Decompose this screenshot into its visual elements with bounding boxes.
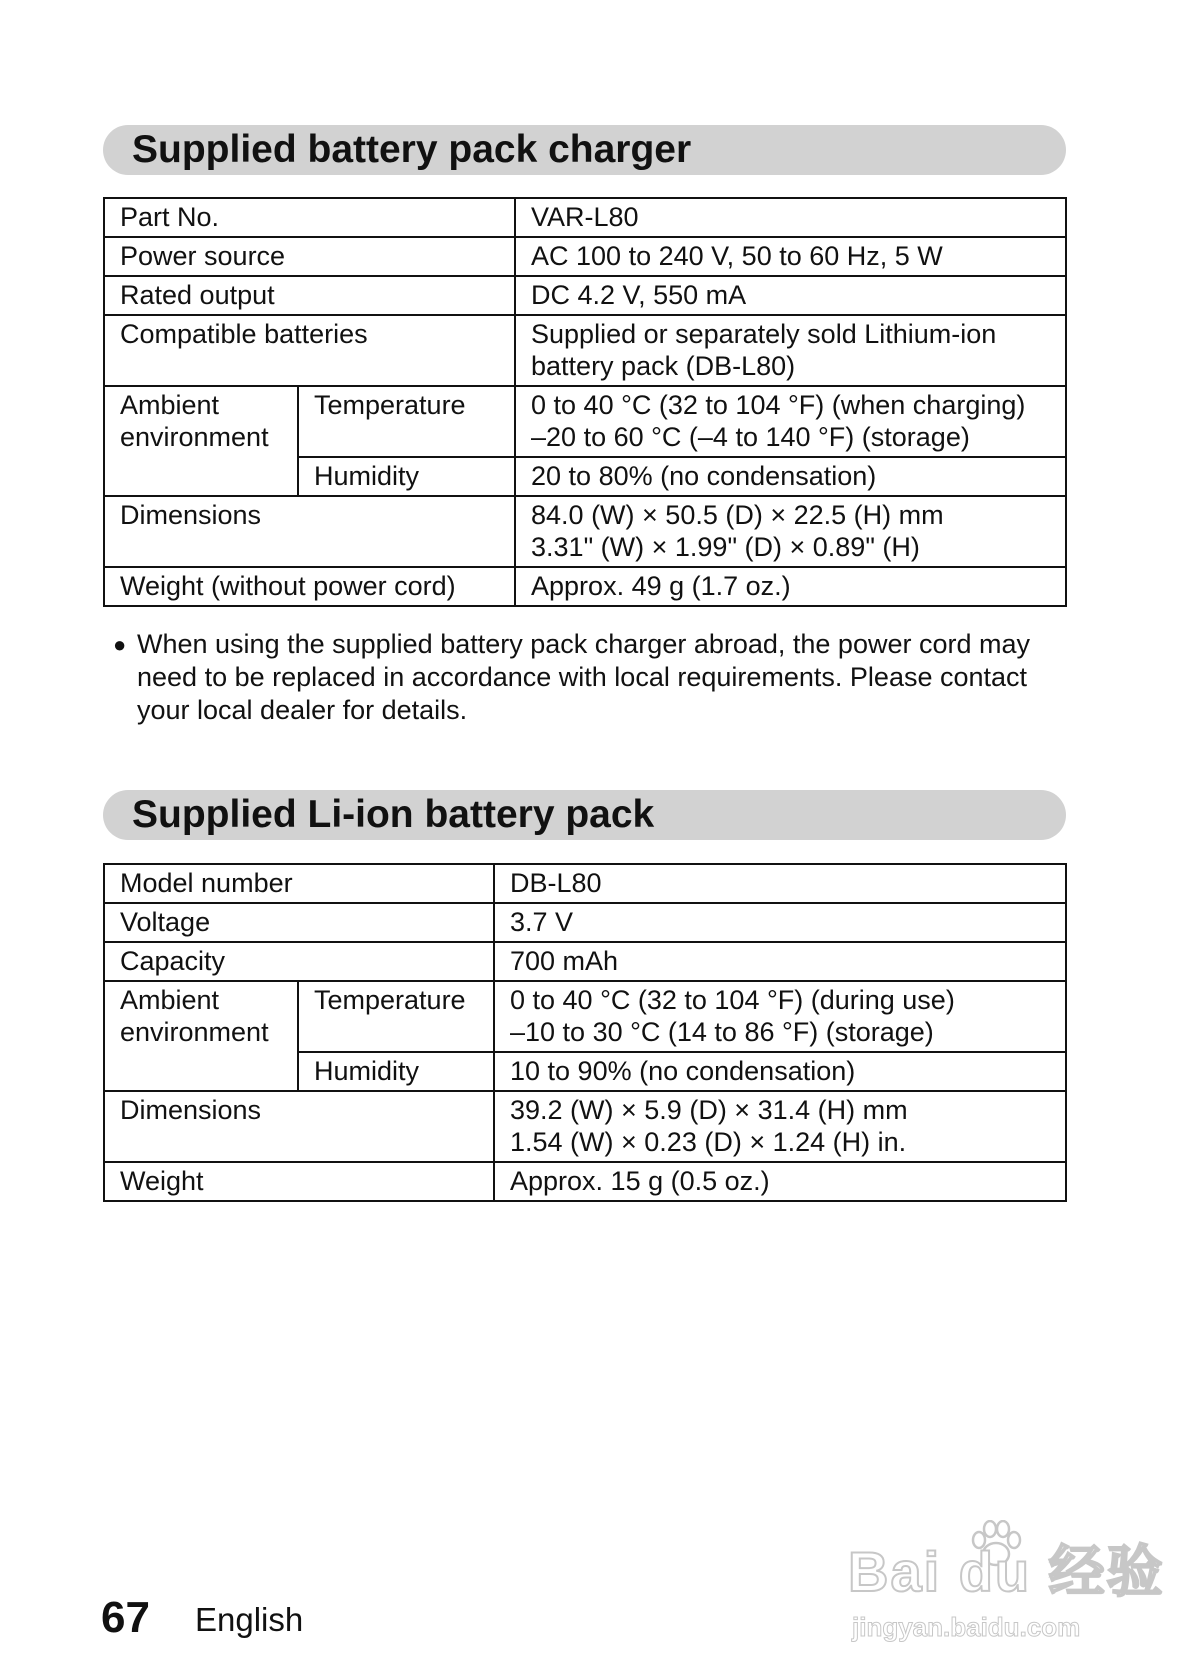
table-row bbox=[104, 198, 1066, 237]
spec-label: Compatible batteries bbox=[104, 315, 515, 386]
spec-value: 20 to 80% (no condensation) bbox=[515, 457, 1066, 496]
spec-value: DB-L80 bbox=[494, 864, 1066, 903]
spec-label: Model number bbox=[104, 864, 494, 903]
battery-spec-table bbox=[103, 863, 1067, 1202]
spec-value-line: 0 to 40 °C (32 to 104 °F) (when charging) bbox=[531, 390, 1026, 420]
page-number: 67 bbox=[101, 1593, 150, 1642]
table-row bbox=[104, 315, 1066, 386]
spec-value: AC 100 to 240 V, 50 to 60 Hz, 5 W bbox=[515, 237, 1066, 276]
watermark-brand: Bai du 经验 bbox=[848, 1540, 1165, 1603]
spec-value: DC 4.2 V, 550 mA bbox=[515, 276, 1066, 315]
section-header-battery bbox=[103, 790, 1066, 840]
table-row bbox=[104, 276, 1066, 315]
table-row bbox=[104, 903, 1066, 942]
spec-value bbox=[515, 315, 1066, 386]
section-header-charger bbox=[103, 125, 1066, 175]
baidu-watermark bbox=[848, 1520, 1165, 1650]
spec-sublabel: Temperature bbox=[298, 981, 494, 1052]
spec-label: Voltage bbox=[104, 903, 494, 942]
spec-label: Capacity bbox=[104, 942, 494, 981]
spec-value bbox=[494, 1091, 1066, 1162]
spec-value-line: 0 to 40 °C (32 to 104 °F) (during use) bbox=[510, 985, 955, 1015]
spec-label: Ambient environment bbox=[104, 386, 298, 496]
spec-value: VAR-L80 bbox=[515, 198, 1066, 237]
spec-label: Dimensions bbox=[104, 1091, 494, 1162]
spec-sublabel: Humidity bbox=[298, 1052, 494, 1091]
table-row bbox=[104, 237, 1066, 276]
spec-label: Ambient environment bbox=[104, 981, 298, 1091]
spec-value: 3.7 V bbox=[494, 903, 1066, 942]
spec-label: Weight bbox=[104, 1162, 494, 1201]
spec-value-line: –20 to 60 °C (–4 to 140 °F) (storage) bbox=[531, 422, 970, 452]
table-row bbox=[104, 567, 1066, 606]
spec-label: Power source bbox=[104, 237, 515, 276]
section-title: Supplied Li-ion battery pack bbox=[132, 793, 655, 836]
table-row bbox=[104, 1162, 1066, 1201]
spec-value-line: –10 to 30 °C (14 to 86 °F) (storage) bbox=[510, 1017, 934, 1047]
spec-value-line: Supplied or separately sold Lithium-ion bbox=[531, 319, 997, 349]
page-language: English bbox=[195, 1601, 304, 1638]
table-row bbox=[104, 981, 1066, 1052]
section-title: Supplied battery pack charger bbox=[132, 128, 692, 171]
spec-sublabel: Temperature bbox=[298, 386, 515, 457]
spec-value: Approx. 49 g (1.7 oz.) bbox=[515, 567, 1066, 606]
spec-value bbox=[494, 981, 1066, 1052]
spec-label: Weight (without power cord) bbox=[104, 567, 515, 606]
spec-value bbox=[515, 386, 1066, 457]
spec-value: 700 mAh bbox=[494, 942, 1066, 981]
spec-value-line: 1.54 (W) × 0.23 (D) × 1.24 (H) in. bbox=[510, 1127, 907, 1157]
watermark-url: jingyan.baidu.com bbox=[852, 1612, 1081, 1642]
note-text: When using the supplied battery pack charger abroad, the power cord may need to be replaced in accordance with local requirements. Please contact your local dealer for details. bbox=[137, 629, 1031, 725]
table-row bbox=[104, 1091, 1066, 1162]
table-row bbox=[104, 864, 1066, 903]
spec-value bbox=[515, 496, 1066, 567]
table-row bbox=[104, 942, 1066, 981]
spec-label: Rated output bbox=[104, 276, 515, 315]
spec-value-line: battery pack (DB-L80) bbox=[531, 351, 796, 381]
spec-value-line: 3.31" (W) × 1.99" (D) × 0.89" (H) bbox=[531, 532, 920, 562]
table-row bbox=[104, 496, 1066, 567]
spec-value-line: 39.2 (W) × 5.9 (D) × 31.4 (H) mm bbox=[510, 1095, 908, 1125]
spec-value: Approx. 15 g (0.5 oz.) bbox=[494, 1162, 1066, 1201]
spec-label: Dimensions bbox=[104, 496, 515, 567]
bullet-icon: ● bbox=[113, 632, 127, 657]
spec-value-line: 84.0 (W) × 50.5 (D) × 22.5 (H) mm bbox=[531, 500, 944, 530]
charger-spec-table bbox=[103, 197, 1067, 607]
spec-label: Part No. bbox=[104, 198, 515, 237]
spec-value: 10 to 90% (no condensation) bbox=[494, 1052, 1066, 1091]
table-row bbox=[104, 386, 1066, 457]
spec-sublabel: Humidity bbox=[298, 457, 515, 496]
